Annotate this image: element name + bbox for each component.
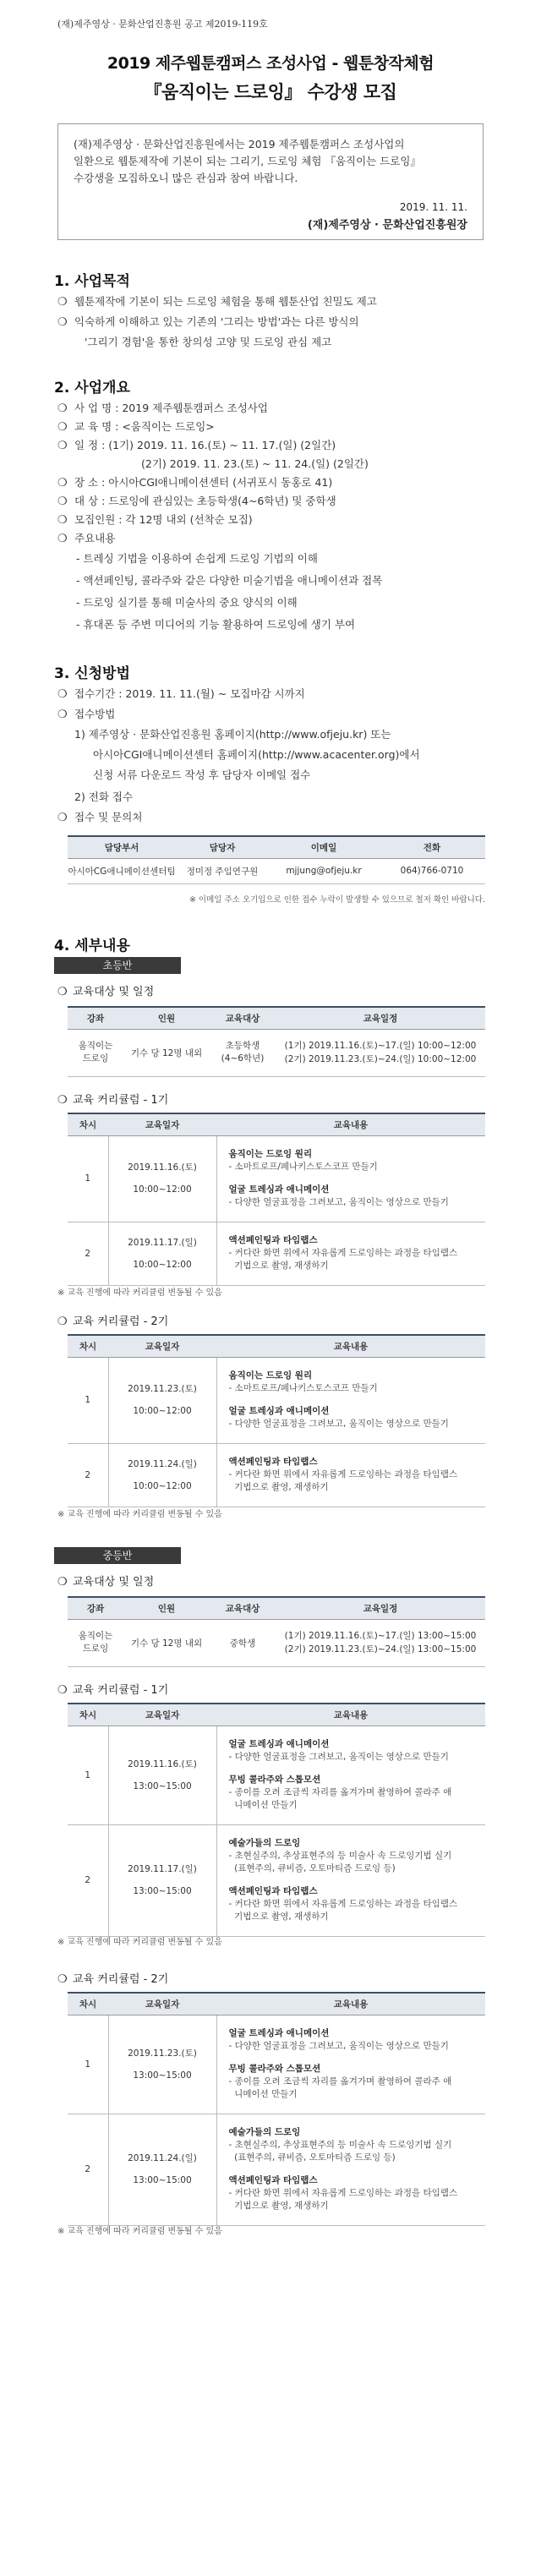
session-number: 1 xyxy=(68,1135,108,1222)
table-cell xyxy=(276,1029,485,1076)
session-content xyxy=(216,1222,485,1285)
content-title: 무빙 콜라주와 스톱모션 xyxy=(228,2064,321,2074)
content-gap xyxy=(229,2164,486,2174)
content-title: 얼굴 트레싱과 애니메이션 xyxy=(228,2028,330,2038)
content-line: - 종이를 오려 조금씩 자리를 옮겨가며 촬영하여 콜라주 애 xyxy=(228,2076,452,2087)
intro-line: (재)제주영상 · 문화산업진흥원에서는 2019 제주웹툰캠퍼스 조성사업의 xyxy=(74,138,405,150)
circle-bullet-icon: ❍ xyxy=(57,986,68,998)
title-line-2: 『움직이는 드로잉』 수강생 모집 xyxy=(144,82,397,102)
section1-item-cont: '그리기 경험'을 통한 창의성 고양 및 드로잉 관심 제고 xyxy=(85,336,332,348)
content-line: - 소마트로프/페나키스토스코프 만들기 xyxy=(228,1383,378,1393)
sub-heading: ❍ 교육대상 및 일정 xyxy=(57,986,155,998)
session-date-text: 2019.11.17.(일) xyxy=(128,1864,197,1874)
table-row xyxy=(68,858,485,883)
session-date-text: 2019.11.24.(일) xyxy=(128,2153,197,2163)
circle-bullet-icon: ❍ xyxy=(57,477,68,489)
table-header: 담당자 xyxy=(176,836,269,858)
section3-method-label: ❍ 접수방법 xyxy=(57,705,115,725)
session-number: 2 xyxy=(68,1824,108,1936)
circle-bullet-icon: ❍ xyxy=(57,1315,68,1328)
content-title: 얼굴 트레싱과 애니메이션 xyxy=(228,1184,330,1195)
intro-line: 수강생을 모집하오니 많은 관심과 참여 바랍니다. xyxy=(74,172,298,184)
notice-number: (재)제주영상 · 문화산업진흥원 공고 제2019-119호 xyxy=(57,19,268,30)
table-header: 교육일정 xyxy=(276,1007,485,1029)
session-number: 2 xyxy=(68,1443,108,1507)
content-line: 기법으로 촬영, 재생하기 xyxy=(228,2201,329,2211)
content-title: 움직이는 드로잉 원리 xyxy=(228,1370,313,1381)
mid-curriculum-2-table xyxy=(68,1992,485,2226)
session-content xyxy=(216,1443,485,1507)
content-item: - 휴대폰 등 주변 미디어의 기능 활용하여 드로잉에 생기 부여 xyxy=(76,618,356,631)
content-title: 액션페인팅과 타임랩스 xyxy=(228,1235,318,1245)
section1-item: ❍ 익숙하게 이해하고 있는 기존의 '그리는 방법'과는 다른 방식의 xyxy=(57,313,359,332)
table-cell: 기수 당 12명 내외 xyxy=(123,1029,210,1076)
session-number: 2 xyxy=(68,1222,108,1285)
content-title: 무빙 콜라주와 스톱모션 xyxy=(228,1775,321,1785)
sub-heading: ❍ 교육 커리큘럼 - 2기 xyxy=(57,1973,169,1986)
session-date-text: 2019.11.17.(일) xyxy=(128,1237,197,1248)
section2-item: ❍ 장 소 : 아시아CGI애니메이션센터 (서귀포시 동홍로 41) xyxy=(57,473,332,493)
circle-bullet-icon: ❍ xyxy=(57,440,68,452)
intro-line: 일환으로 웹툰제작에 기본이 되는 그리기, 드로잉 체험 『움직이는 드로잉』 xyxy=(74,155,421,167)
content-gap xyxy=(229,1764,486,1774)
title-block xyxy=(0,51,541,104)
schedule-line: (1기) 2019.11.16.(토)~17.(일) 13:00~15:00 xyxy=(284,1631,477,1641)
session-time-text: 10:00~12:00 xyxy=(133,1184,192,1195)
table-header: 교육대상 xyxy=(210,1597,276,1619)
table-header: 인원 xyxy=(123,1597,210,1619)
session-date-text: 2019.11.23.(토) xyxy=(128,1384,197,1394)
session-date-text: 2019.11.16.(토) xyxy=(128,1758,197,1769)
table-row xyxy=(68,1619,485,1666)
table-header-row xyxy=(68,1007,485,1029)
content-title: 예술가들의 드로잉 xyxy=(228,1838,301,1848)
session-number: 1 xyxy=(68,1357,108,1443)
session-date xyxy=(108,2015,216,2114)
content-line: - 소마트로프/페나키스토스코프 만들기 xyxy=(228,1162,378,1172)
session-time-text: 13:00~15:00 xyxy=(133,1886,192,1896)
session-number: 2 xyxy=(68,2114,108,2225)
curriculum-note: ※ 교육 진행에 따라 커리큘럼 변동될 수 있음 xyxy=(57,1938,222,1947)
table-header-row xyxy=(68,836,485,858)
session-date-text: 2019.11.16.(토) xyxy=(128,1162,197,1173)
content-line: 니메이션 만들기 xyxy=(228,1800,298,1810)
table-header: 교육내용 xyxy=(216,1113,485,1135)
curriculum-note: ※ 교육 진행에 따라 커리큘럼 변동될 수 있음 xyxy=(57,1510,222,1519)
session-date xyxy=(108,1222,216,1285)
session-date xyxy=(108,1726,216,1824)
content-item: - 트레싱 기법을 이용하여 손쉽게 드로잉 기법의 이해 xyxy=(76,552,318,565)
circle-bullet-icon: ❍ xyxy=(57,402,68,415)
method1-line: 아시아CGI애니메이션센터 홈페이지(http://www.acacenter.org)에서 xyxy=(93,748,420,761)
sub-heading: ❍ 교육 커리큘럼 - 2기 xyxy=(57,1315,169,1328)
session-date xyxy=(108,2114,216,2225)
curriculum-note: ※ 교육 진행에 따라 커리큘럼 변동될 수 있음 xyxy=(57,2227,222,2236)
circle-bullet-icon: ❍ xyxy=(57,1684,68,1697)
table-row xyxy=(68,1443,485,1507)
sub-heading: ❍ 교육 커리큘럼 - 1기 xyxy=(57,1094,169,1107)
content-title: 액션페인팅과 타임랩스 xyxy=(228,2175,318,2185)
intro-box xyxy=(57,123,484,240)
session-content xyxy=(216,2114,485,2225)
content-title: 액션페인팅과 타임랩스 xyxy=(228,1457,318,1467)
level-tag-elementary: 초등반 xyxy=(54,957,181,974)
table-row xyxy=(68,1726,485,1824)
intro-org: (재)제주영상 · 문화산업진흥원장 xyxy=(307,219,467,232)
intro-date: 2019. 11. 11. xyxy=(399,201,467,213)
section1-item: ❍ 웹툰제작에 기본이 되는 드로잉 체험을 통해 웹툰산업 친밀도 제고 xyxy=(57,293,377,312)
table-cell: 초등학생 (4~6학년) xyxy=(210,1029,276,1076)
contact-note: ※ 이메일 주소 오기입으로 인한 접수 누락이 발생할 수 있으므로 철저 확인 바랍니다. xyxy=(189,895,485,905)
session-time-text: 13:00~15:00 xyxy=(133,2070,192,2081)
curriculum-note: ※ 교육 진행에 따라 커리큘럼 변동될 수 있음 xyxy=(57,1288,222,1298)
session-date-text: 2019.11.23.(토) xyxy=(128,2048,197,2059)
content-gap xyxy=(229,1875,486,1885)
content-gap xyxy=(229,1395,486,1405)
elem-curriculum-1-table xyxy=(68,1113,485,1286)
section2-item: ❍ 교 육 명 : <움직이는 드로잉> xyxy=(57,418,215,437)
section3-period: ❍ 접수기간 : 2019. 11. 11.(월) ~ 모집마감 시까지 xyxy=(57,685,305,704)
sub-heading: ❍ 교육 커리큘럼 - 1기 xyxy=(57,1684,169,1697)
content-line: 기법으로 촬영, 재생하기 xyxy=(228,1911,329,1922)
content-line: (표현주의, 큐비즘, 오토마티즘 드로잉 등) xyxy=(228,2152,396,2163)
content-title: 얼굴 트레싱과 애니메이션 xyxy=(228,1406,330,1416)
section1-heading: 1. 사업목적 xyxy=(54,273,130,290)
section2-item: ❍ 일 정 : (1기) 2019. 11. 16.(토) ~ 11. 17.(일) (2일간) xyxy=(57,436,336,456)
content-line: - 커다란 화면 위에서 자유롭게 드로잉하는 과정을 타임랩스 xyxy=(228,1469,458,1479)
table-header: 교육내용 xyxy=(216,1335,485,1357)
content-line: 기법으로 촬영, 재생하기 xyxy=(228,1261,329,1271)
table-header: 강좌 xyxy=(68,1007,123,1029)
table-row xyxy=(68,2114,485,2225)
circle-bullet-icon: ❍ xyxy=(57,514,68,527)
content-line: 기법으로 촬영, 재생하기 xyxy=(228,1482,329,1492)
session-time-text: 10:00~12:00 xyxy=(133,1406,192,1416)
session-content xyxy=(216,1824,485,1936)
table-header: 차시 xyxy=(68,1335,108,1357)
sub-heading: ❍ 교육대상 및 일정 xyxy=(57,1576,155,1589)
elem-curriculum-2-table xyxy=(68,1334,485,1507)
content-line: - 커다란 화면 위에서 자유롭게 드로잉하는 과정을 타임랩스 xyxy=(228,2188,458,2198)
session-content xyxy=(216,1135,485,1222)
title-line-1: 2019 제주웹툰캠퍼스 조성사업 - 웹툰창작체험 xyxy=(107,54,434,73)
content-line: - 초현실주의, 추상표현주의 등 미술사 속 드로잉기법 실기 xyxy=(228,2140,452,2150)
content-line: - 종이를 오려 조금씩 자리를 옮겨가며 촬영하여 콜라주 애 xyxy=(228,1787,452,1797)
circle-bullet-icon: ❍ xyxy=(57,1094,68,1107)
table-header: 교육대상 xyxy=(210,1007,276,1029)
session-content xyxy=(216,1726,485,1824)
content-line: - 커다란 화면 위에서 자유롭게 드로잉하는 과정을 타임랩스 xyxy=(228,1248,458,1258)
table-cell: 정미정 주임연구원 xyxy=(176,858,269,883)
table-header: 인원 xyxy=(123,1007,210,1029)
section2-item: ❍ 주요내용 xyxy=(57,529,115,549)
session-date-text: 2019.11.24.(일) xyxy=(128,1458,197,1469)
section2-item: ❍ 대 상 : 드로잉에 관심있는 초등학생(4~6학년) 및 중학생 xyxy=(57,492,336,511)
elem-target-table xyxy=(68,1006,485,1077)
table-header-row xyxy=(68,1335,485,1357)
table-row xyxy=(68,1222,485,1285)
content-line: - 다양한 얼굴표정을 그려보고, 움직이는 영상으로 만들기 xyxy=(228,1197,449,1207)
table-cell: 중학생 xyxy=(210,1619,276,1666)
session-time-text: 10:00~12:00 xyxy=(133,1480,192,1491)
content-gap xyxy=(229,1173,486,1184)
session-number: 1 xyxy=(68,1726,108,1824)
table-header: 교육내용 xyxy=(216,1704,485,1726)
content-line: - 커다란 화면 위에서 자유롭게 드로잉하는 과정을 타임랩스 xyxy=(228,1899,458,1909)
table-header: 담당부서 xyxy=(68,836,176,858)
session-date xyxy=(108,1824,216,1936)
content-line: 니메이션 만들기 xyxy=(228,2089,298,2099)
table-cell: 기수 당 12명 내외 xyxy=(123,1619,210,1666)
table-header: 차시 xyxy=(68,1113,108,1135)
schedule-line: (2기) 2019.11.23.(토)~24.(일) 13:00~15:00 xyxy=(284,1644,477,1654)
section4-heading: 4. 세부내용 xyxy=(54,938,130,954)
content-line: - 다양한 얼굴표정을 그려보고, 움직이는 영상으로 만들기 xyxy=(228,1419,449,1429)
circle-bullet-icon: ❍ xyxy=(57,495,68,508)
circle-bullet-icon: ❍ xyxy=(57,708,68,721)
content-line: - 다양한 얼굴표정을 그려보고, 움직이는 영상으로 만들기 xyxy=(228,2041,449,2051)
session-date xyxy=(108,1443,216,1507)
section3-contact-label: ❍ 접수 및 문의처 xyxy=(57,808,142,828)
content-line: - 다양한 얼굴표정을 그려보고, 움직이는 영상으로 만들기 xyxy=(228,1752,449,1762)
table-header-row xyxy=(68,1993,485,2015)
session-content xyxy=(216,1357,485,1443)
session-content xyxy=(216,2015,485,2114)
circle-bullet-icon: ❍ xyxy=(57,812,68,824)
session-date xyxy=(108,1135,216,1222)
table-header: 교육일자 xyxy=(108,1704,216,1726)
contact-table xyxy=(68,835,485,884)
section2-heading: 2. 사업개요 xyxy=(54,380,130,397)
schedule-line: (1기) 2019.11.16.(토)~17.(일) 10:00~12:00 xyxy=(284,1041,477,1051)
table-header-row xyxy=(68,1113,485,1135)
table-cell xyxy=(276,1619,485,1666)
schedule-line: (2기) 2019.11.23.(토)~24.(일) 10:00~12:00 xyxy=(284,1054,477,1064)
table-header: 교육일자 xyxy=(108,1335,216,1357)
session-time-text: 10:00~12:00 xyxy=(133,1259,192,1270)
table-row xyxy=(68,2015,485,2114)
section2-item-cont: (2기) 2019. 11. 23.(토) ~ 11. 24.(일) (2일간) xyxy=(141,457,369,470)
circle-bullet-icon: ❍ xyxy=(57,316,68,329)
content-title: 얼굴 트레싱과 애니메이션 xyxy=(228,1739,330,1749)
session-number: 1 xyxy=(68,2015,108,2114)
section3-heading: 3. 신청방법 xyxy=(54,665,130,682)
table-header: 차시 xyxy=(68,1993,108,2015)
content-item: - 액션페인팅, 콜라주와 같은 다양한 미술기법을 애니메이션과 접목 xyxy=(76,574,383,587)
level-tag-middle: 중등반 xyxy=(54,1547,181,1564)
table-header: 차시 xyxy=(68,1704,108,1726)
mid-curriculum-1-table xyxy=(68,1703,485,1937)
table-header: 교육일정 xyxy=(276,1597,485,1619)
circle-bullet-icon: ❍ xyxy=(57,296,68,309)
table-header: 전화 xyxy=(379,836,485,858)
circle-bullet-icon: ❍ xyxy=(57,533,68,545)
table-header: 이메일 xyxy=(269,836,379,858)
table-row xyxy=(68,1357,485,1443)
mid-target-table xyxy=(68,1596,485,1667)
method1-line: 신청 서류 다운로드 작성 후 담당자 이메일 접수 xyxy=(93,768,311,781)
table-header: 교육내용 xyxy=(216,1993,485,2015)
session-time-text: 13:00~15:00 xyxy=(133,1780,192,1791)
content-gap xyxy=(229,2053,486,2063)
table-header: 교육일자 xyxy=(108,1993,216,2015)
content-title: 움직이는 드로잉 원리 xyxy=(228,1149,313,1159)
content-item: - 드로잉 실기를 통해 미술사의 중요 양식의 이해 xyxy=(76,596,298,609)
table-row xyxy=(68,1029,485,1076)
table-cell: 움직이는 드로잉 xyxy=(68,1029,123,1076)
content-line: - 초현실주의, 추상표현주의 등 미술사 속 드로잉기법 실기 xyxy=(228,1851,452,1861)
table-row xyxy=(68,1824,485,1936)
section2-item: ❍ 사 업 명 : 2019 제주웹툰캠퍼스 조성사업 xyxy=(57,399,268,418)
table-cell: 움직이는 드로잉 xyxy=(68,1619,123,1666)
session-time-text: 13:00~15:00 xyxy=(133,2175,192,2185)
table-header-row xyxy=(68,1597,485,1619)
circle-bullet-icon: ❍ xyxy=(57,688,68,701)
content-line: (표현주의, 큐비즘, 오토마티즘 드로잉 등) xyxy=(228,1863,396,1873)
circle-bullet-icon: ❍ xyxy=(57,1973,68,1986)
table-cell: 아시아CG애니메이션센터팀 xyxy=(68,858,176,883)
circle-bullet-icon: ❍ xyxy=(57,1576,68,1589)
table-header-row xyxy=(68,1704,485,1726)
session-date xyxy=(108,1357,216,1443)
content-title: 예술가들의 드로잉 xyxy=(228,2127,301,2137)
table-header: 강좌 xyxy=(68,1597,123,1619)
table-header: 교육일자 xyxy=(108,1113,216,1135)
section2-item: ❍ 모집인원 : 각 12명 내외 (선착순 모집) xyxy=(57,511,253,530)
email-link[interactable]: mjjung@ofjeju.kr xyxy=(269,858,379,883)
method2-line: 2) 전화 접수 xyxy=(74,790,134,803)
method1-line: 1) 제주영상 · 문화산업진흥원 홈페이지(http://www.ofjeju.kr) 또는 xyxy=(74,728,391,741)
circle-bullet-icon: ❍ xyxy=(57,421,68,434)
content-title: 액션페인팅과 타임랩스 xyxy=(228,1886,318,1896)
table-row xyxy=(68,1135,485,1222)
table-cell: 064)766-0710 xyxy=(379,858,485,883)
